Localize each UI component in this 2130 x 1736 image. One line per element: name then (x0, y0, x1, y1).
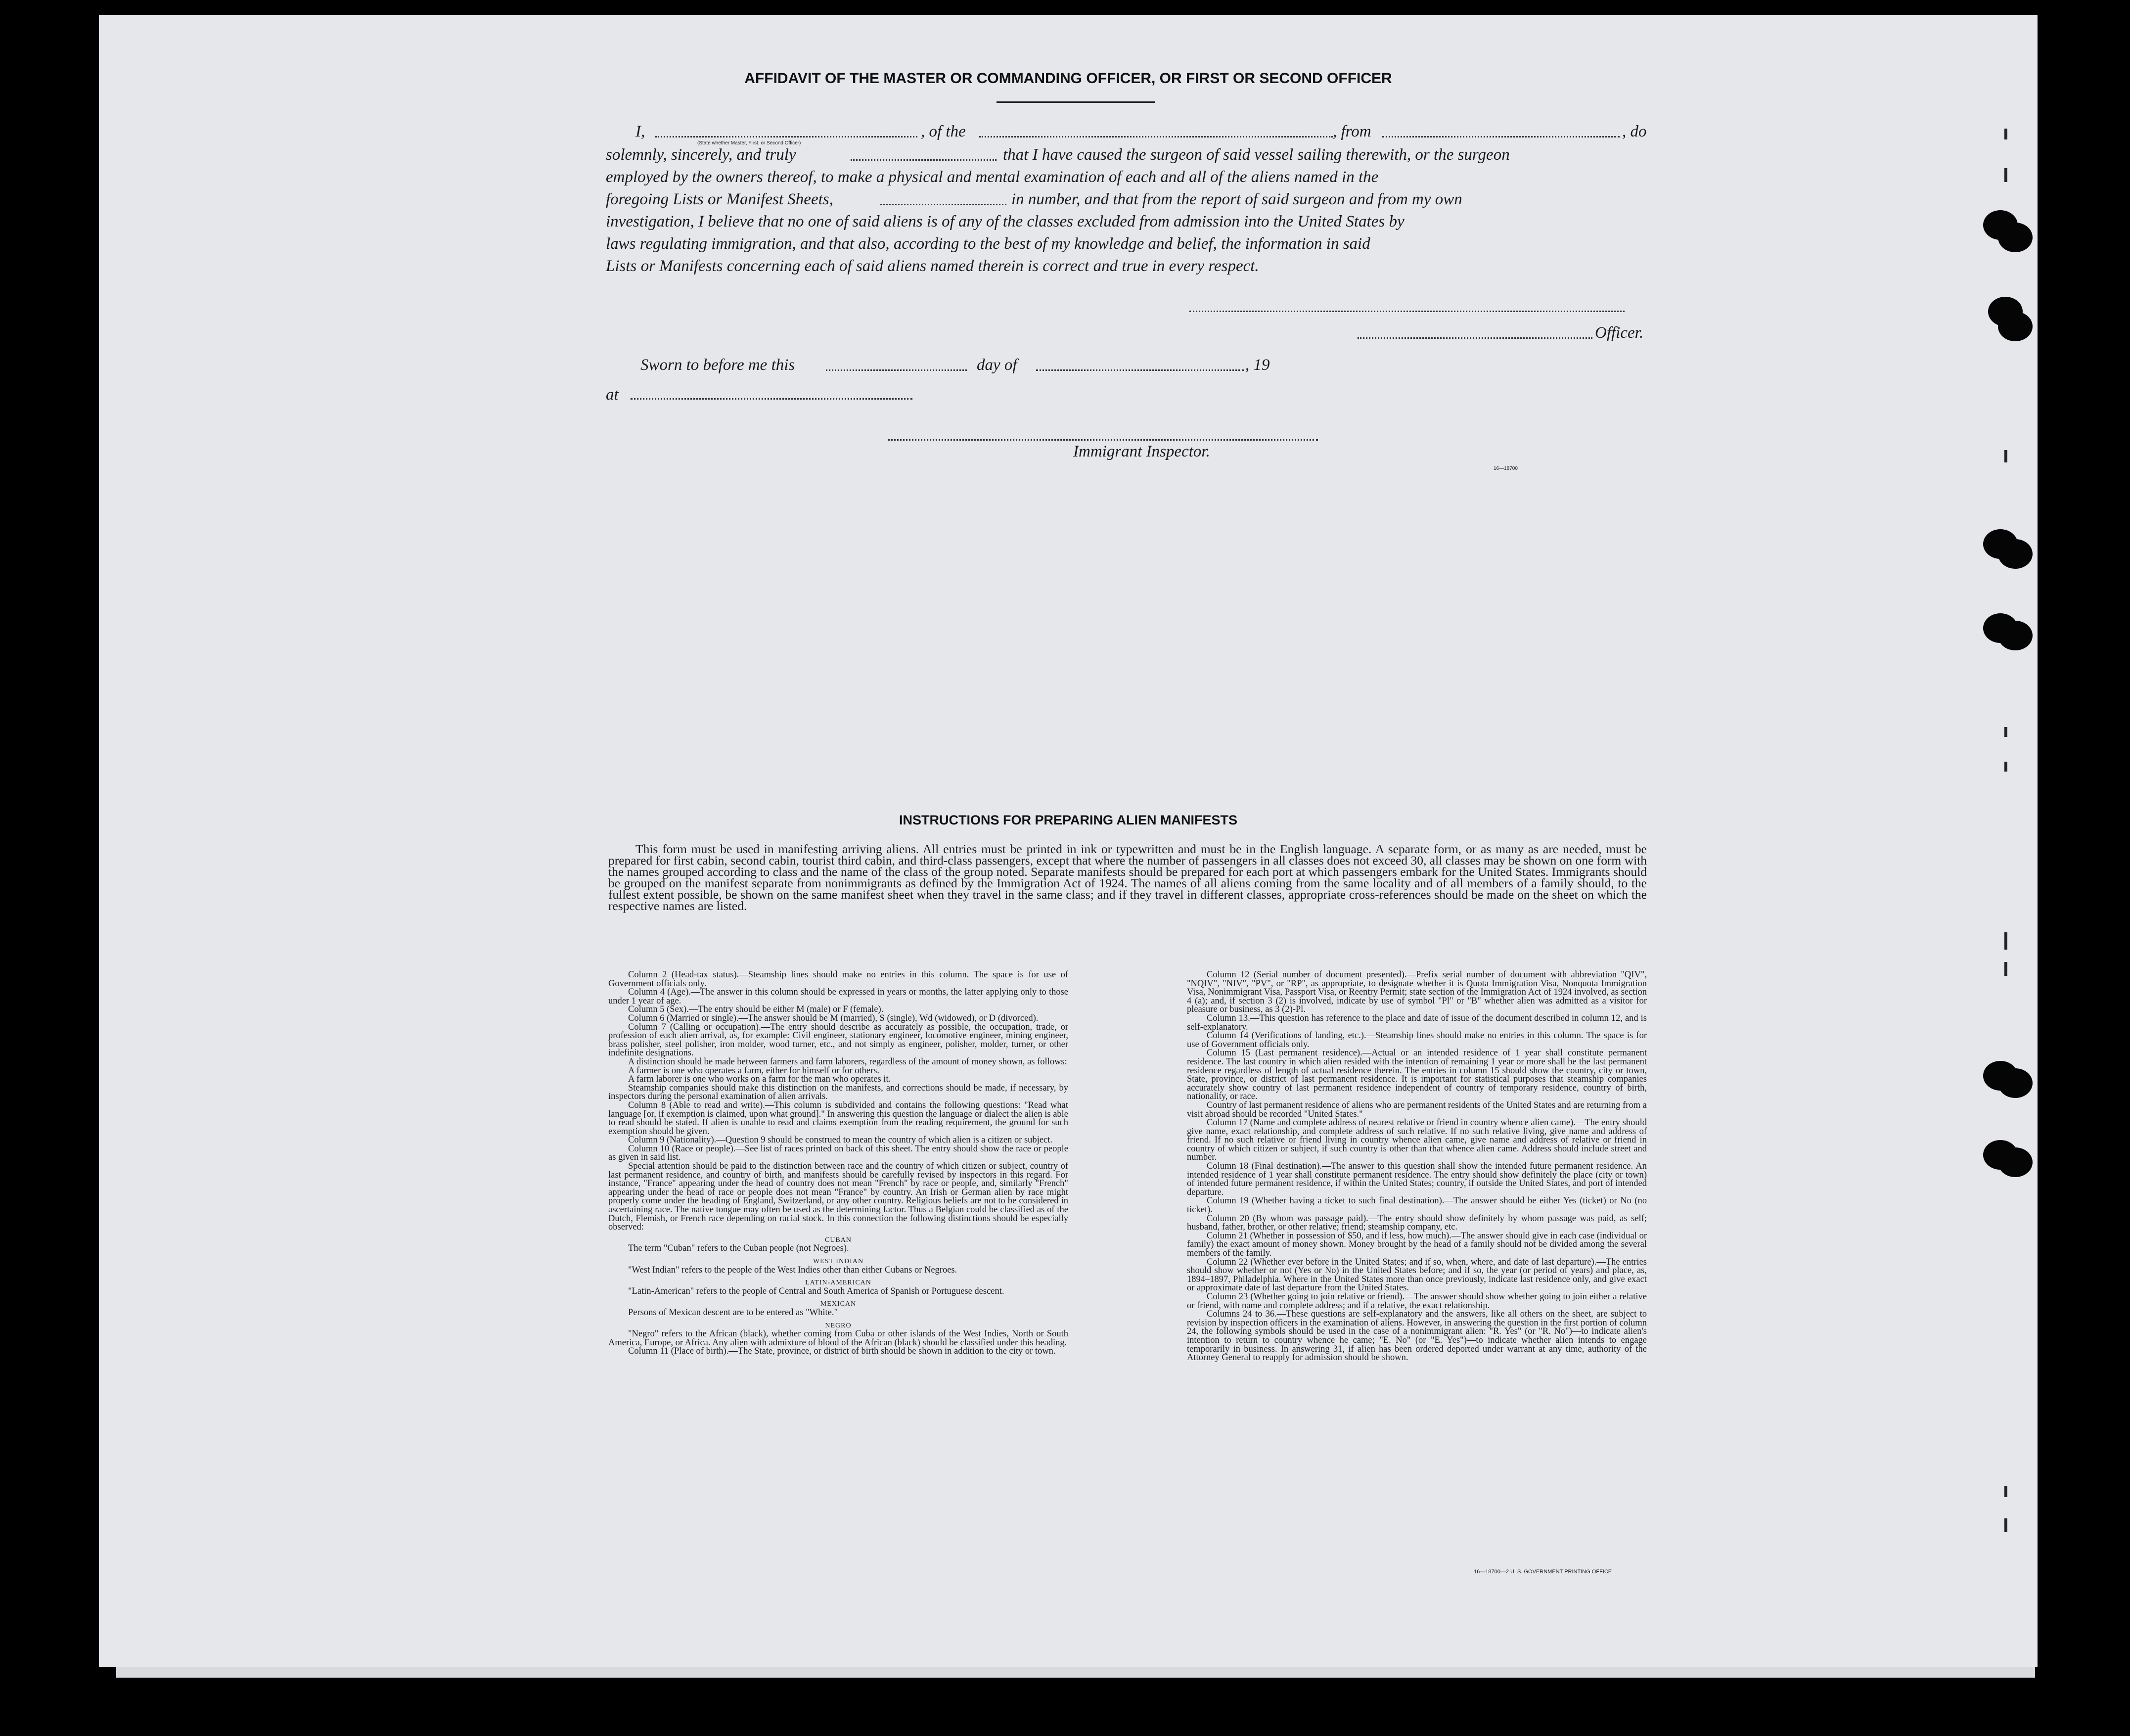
instruction-paragraph: Column 20 (By whom was passage paid).—The entry should show definitely by whom passage was paid, as self; husband, father, brother, or other relative; friend; steamship company, etc. (1187, 1213, 1647, 1233)
port-line (1382, 136, 1620, 137)
officer-title-line (1358, 337, 1592, 339)
affidavit-word: , from (1333, 123, 1371, 140)
instruction-paragraph: Column 14 (Verifications of landing, etc.).—Steamship lines should make no entries in this column. The space is for use of Government officials only. (1187, 1031, 1647, 1050)
affidavit-word: I, (635, 123, 645, 140)
instruction-paragraph: Column 19 (Whether having a ticket to such final destination).—The answer should be either Yes (ticket) or No (no ticket). (1187, 1196, 1647, 1215)
binding-hole (1998, 1068, 2033, 1098)
affidavit-text-line: laws regulating immigration, and that also, according to the best of my knowledge and belief, the information in said (606, 235, 1370, 253)
month-line (1036, 369, 1244, 371)
edge-mark (2004, 962, 2007, 976)
instruction-paragraph: Column 23 (Whether going to join relative or friend).—The answer should show whether going to join either a relative or friend, with name and complete address; and if a relative, the exact relationship. (1187, 1291, 1647, 1311)
instruction-paragraph: A farm laborer is one who works on a farm for the man who operates it. (628, 1074, 891, 1085)
instruction-paragraph: A farmer is one who operates a farm, either for himself or for others. (628, 1065, 880, 1076)
instruction-paragraph: Column 5 (Sex).—The entry should be either M (male) or F (female). (628, 1005, 884, 1015)
affidavit-word: foregoing Lists or Manifest Sheets, (606, 190, 833, 208)
subheading-cuban: CUBAN (824, 1236, 852, 1244)
instruction-paragraph: Column 22 (Whether ever before in the United States; and if so, when, where, and date of last departure).—The entries should show whether or not (Yes or No) in the United States before; and if so, the year (or period of years) and place, as, 1894–1897, Philadelphia. Where in the United States more than once previously, indicate last residence only, and give exact or approximate date of last departure from the United States. (1187, 1257, 1647, 1293)
instruction-paragraph: "West Indian" refers to the people of the West Indies other than either Cubans or Negroes. (628, 1265, 957, 1275)
title-rule (997, 101, 1155, 103)
instruction-paragraph: Column 21 (Whether in possession of $50, and if less, how much).—The answer should give in each case (individual or family) the exact amount of money shown. Money brought by the head of a family should not be divided among the several members of the family. (1187, 1231, 1647, 1258)
edge-mark (2004, 129, 2007, 139)
edge-mark (2004, 450, 2007, 462)
instructions-left-column (608, 971, 1068, 1356)
edge-mark (2004, 762, 2007, 772)
binding-hole (1998, 223, 2033, 252)
instruction-paragraph: Column 8 (Able to read and write).—This column is subdivided and contains the following questions: "Read what language [or, if exemption is claimed, upon what ground]." In answering this question the language or dialect the alien is able to read should be stated. If alien is unable to read and claims exemption from the reading requirement, the ground for such exemption should be given. (608, 1100, 1069, 1137)
instruction-paragraph: "Negro" refers to the African (black), whether coming from Cuba or other islands of the West Indies, North or South America, Europe, or Africa. Any alien with admixture of blood of the African (black) should be classified under this heading. (608, 1329, 1068, 1348)
state-officer-note: (State whether Master, First, or Second Officer) (697, 140, 801, 146)
binding-hole (1998, 312, 2033, 341)
instruction-paragraph: "Latin-American" refers to the people of Central and South America of Spanish or Portuguese descent. (628, 1286, 1004, 1296)
affidavit-word: day of (977, 356, 1017, 374)
affidavit-text-line: employed by the owners thereof, to make a physical and mental examination of each and all of the aliens named in the (606, 168, 1379, 186)
affidavit-word: , do (1622, 123, 1647, 140)
instruction-paragraph: Column 13.—This question has reference to the place and date of issue of the document described in column 12, and is self-explanatory. (1187, 1013, 1647, 1032)
printing-office-footer: 16—18700—2 U. S. GOVERNMENT PRINTING OFFICE (1474, 1569, 1612, 1575)
officer-name-line (655, 136, 917, 137)
signature-line (1189, 311, 1625, 312)
affidavit-title: AFFIDAVIT OF THE MASTER OR COMMANDING OFFICER, OR FIRST OR SECOND OFFICER (744, 70, 1392, 87)
subheading-mexican: MEXICAN (820, 1300, 857, 1308)
place-line (631, 398, 912, 400)
edge-mark (2004, 727, 2007, 737)
instruction-paragraph: Column 12 (Serial number of document presented).—Prefix serial number of document with abbreviation "QIV", "NQIV", "NIV", "PV", or "RP", as appropriate, to designate whether it is Quota Immigration Visa, Nonquota Immigration Visa, Nonimmigrant Visa, Passport Visa, or Reentry Permit; state section of the Immigration Act of 1924 involved, as section 4 (a); and, if section 3 (2) is involved, indicate by use of symbol "Pl" or "B" whether alien was admitted as a visitor for pleasure or business, as 3 (2)-Pl. (1187, 970, 1647, 1015)
subheading-negro: NEGRO (825, 1322, 852, 1329)
affidavit-text-line: investigation, I believe that no one of said aliens is of any of the classes excluded from admission into the United States by (606, 213, 1405, 230)
subheading-latin-american: LATIN-AMERICAN (805, 1279, 871, 1287)
form-number: 16—18700 (1494, 466, 1518, 471)
document-page (99, 15, 2038, 1667)
instructions-intro: This form must be used in manifesting arriving aliens. All entries must be printed in ink or typewritten and must be in the English language. A separate form, or as many as are needed, must be prepared for first cabin, second cabin, tourist third cabin, and third-class passengers, except that where the number of passengers in all classes does not exceed 30, all classes may be shown on one form with the names grouped according to class and the name of the class of the group noted. Separate manifests should be prepared for each port at which passengers embark for the United States. Immigrants should be grouped on the manifest separate from nonimmigrants as defined by the Immigration Act of 1924. The names of all aliens coming from the same locality and of all members of a family should, to the fullest extent possible, be shown on the same manifest sheet when they travel in the same class; and if they travel in different classes, appropriate cross-references should be made on the sheet on which the respective names are listed. (608, 842, 1647, 913)
instruction-paragraph: Column 10 (Race or people).—See list of races printed on back of this sheet. The entry should show the race or people as given in said list. (608, 1143, 1068, 1163)
affidavit-word: solemnly, sincerely, and truly (606, 146, 796, 164)
edge-mark (2004, 932, 2007, 950)
instruction-paragraph: Column 15 (Last permanent residence).—Actual or an intended residence of 1 year shall constitute permanent residence. The last country in which alien resided with the intention of remaining 1 year or more shall be the last permanent residence regardless of length of actual residence therein. The entries in column 15 should show the country, city or town, State, province, or district of last permanent residence. It is important for statistical purposes that steamship companies accurately show country of last permanent residence independent of country of temporary residence, country of birth, nationality, or race. (1187, 1048, 1647, 1102)
inspector-signature-line (888, 439, 1318, 441)
affidavit-text-line: Lists or Manifests concerning each of said aliens named therein is correct and true in every respect. (606, 257, 1259, 275)
instruction-paragraph: Persons of Mexican descent are to be entered as "White." (628, 1307, 838, 1318)
affidavit-word: , of the (921, 123, 966, 140)
edge-mark (2004, 1518, 2007, 1532)
day-line (826, 369, 967, 371)
aliens-count-line (880, 204, 1006, 205)
affidavit-word: Sworn to before me this (640, 356, 795, 374)
instruction-paragraph: Column 6 (Married or single).—The answer should be M (married), S (single), Wd (widowed), or D (divorced). (628, 1013, 1039, 1023)
instructions-title: INSTRUCTIONS FOR PREPARING ALIEN MANIFESTS (899, 813, 1238, 827)
blank-line (851, 159, 997, 161)
affidavit-word: in number, and that from the report of said surgeon and from my own (1011, 190, 1462, 208)
subheading-west-indian: WEST INDIAN (813, 1258, 864, 1265)
binding-hole (1998, 621, 2033, 650)
instruction-paragraph: A distinction should be made between farmers and farm laborers, regardless of the amount of money shown, as follows: (628, 1056, 1067, 1067)
instruction-paragraph: Special attention should be paid to the distinction between race and the country of which citizen or subject, country of last permanent residence, and country of birth, and manifests should be carefully revised by inspectors in this regard. For instance, "France" appearing under the head of country does not mean "French" by race or people, and, similarly "French" appearing under the head of race or people does not mean "France" by country. An Irish or German alien by race might properly come under the heading of England, Switzerland, or any other country. Religious beliefs are not to be considered in ascertaining race. The native tongue may often be used as the determining factor. Thus a Belgian could be classified as of the Dutch, Flemish, or French race depending on racial stock. In this connection the following distinctions should be especially observed: (608, 1161, 1068, 1233)
edge-mark (2004, 1486, 2007, 1497)
instruction-paragraph: Column 17 (Name and complete address of nearest relative or friend in country whence alien came).—The entry should give name, exact relationship, and complete address of such relative. If no such relative living, give name and address of friend. If no such relative or friend living in country whence alien came, give name and address of relative or friend in country of which citizen or subject, if such country is other than that whence alien came. Address should include street and number. (1187, 1118, 1647, 1163)
affidavit-word: , 19 (1245, 356, 1270, 374)
instruction-paragraph: Column 7 (Calling or occupation).—The entry should describe as accurately as possible, the occupation, trade, or profession of each alien arrival, as, for example: Civil engineer, stationary engineer, locomotive engineer, mining engineer, brass polisher, steel polisher, iron molder, wood turner, etc., and not simply as engineer, polisher, molder, turner, or other indefinite designations. (608, 1022, 1068, 1058)
affidavit-word: that I have caused the surgeon of said vessel sailing therewith, or the surgeon (1003, 146, 1510, 164)
edge-mark (2004, 168, 2007, 182)
instruction-paragraph: Column 4 (Age).—The answer in this column should be expressed in years or months, the latter applying only to those under 1 year of age. (608, 987, 1068, 1006)
instruction-paragraph: Column 9 (Nationality).—Question 9 should be construed to mean the country of which alien is a citizen or subject. (628, 1135, 1053, 1145)
binding-hole (1998, 539, 2033, 569)
instruction-paragraph: Columns 24 to 36.—These questions are self-explanatory and the answers, like all others on the sheet, are subject to revision by inspection officers in the examination of aliens. However, in answering the question in the first portion of column 24, the following symbols should be used in the case of a nonimmigrant alien: "R. Yes" (or "R. No")—to indicate alien's intention to return to country whence he came; "E. No" (or "E. Yes")—to indicate whether alien intends to engage temporarily in business. In answering 31, if alien has been ordered deported under warrant at any time, authority of the Attorney General to reapply for admission should be shown. (1187, 1309, 1647, 1363)
instruction-paragraph: The term "Cuban" refers to the Cuban people (not Negroes). (628, 1243, 849, 1254)
instructions-right-column (1187, 971, 1647, 1363)
instruction-paragraph: Column 2 (Head-tax status).—Steamship lines should make no entries in this column. The space is for use of Government officials only. (608, 970, 1068, 989)
instruction-paragraph: Column 11 (Place of birth).—The State, province, or district of birth should be shown in addition to the city or town. (628, 1346, 1056, 1357)
affidavit-word: at (606, 386, 619, 404)
inspector-label: Immigrant Inspector. (1073, 443, 1210, 460)
instruction-paragraph: Steamship companies should make this distinction on the manifests, and corrections should be made, if necessary, by inspectors during the personal examination of alien arrivals. (608, 1083, 1068, 1102)
page-edge (116, 1667, 2035, 1678)
instruction-paragraph: Country of last permanent residence of aliens who are permanent residents of the United States and are returning from a visit abroad should be recorded "United States." (1187, 1100, 1647, 1119)
vessel-name-line (979, 136, 1333, 137)
binding-hole (1998, 1147, 2033, 1177)
instruction-paragraph: Column 18 (Final destination).—The answer to this question shall show the intended future permanent residence. An intended residence of 1 year shall constitute permanent residence. The entry should show definitely the place (city or town) of intended future permanent residence, if within the United States; country, if outside the United States, and port of intended departure. (1187, 1161, 1647, 1197)
officer-label: Officer. (1595, 324, 1644, 342)
